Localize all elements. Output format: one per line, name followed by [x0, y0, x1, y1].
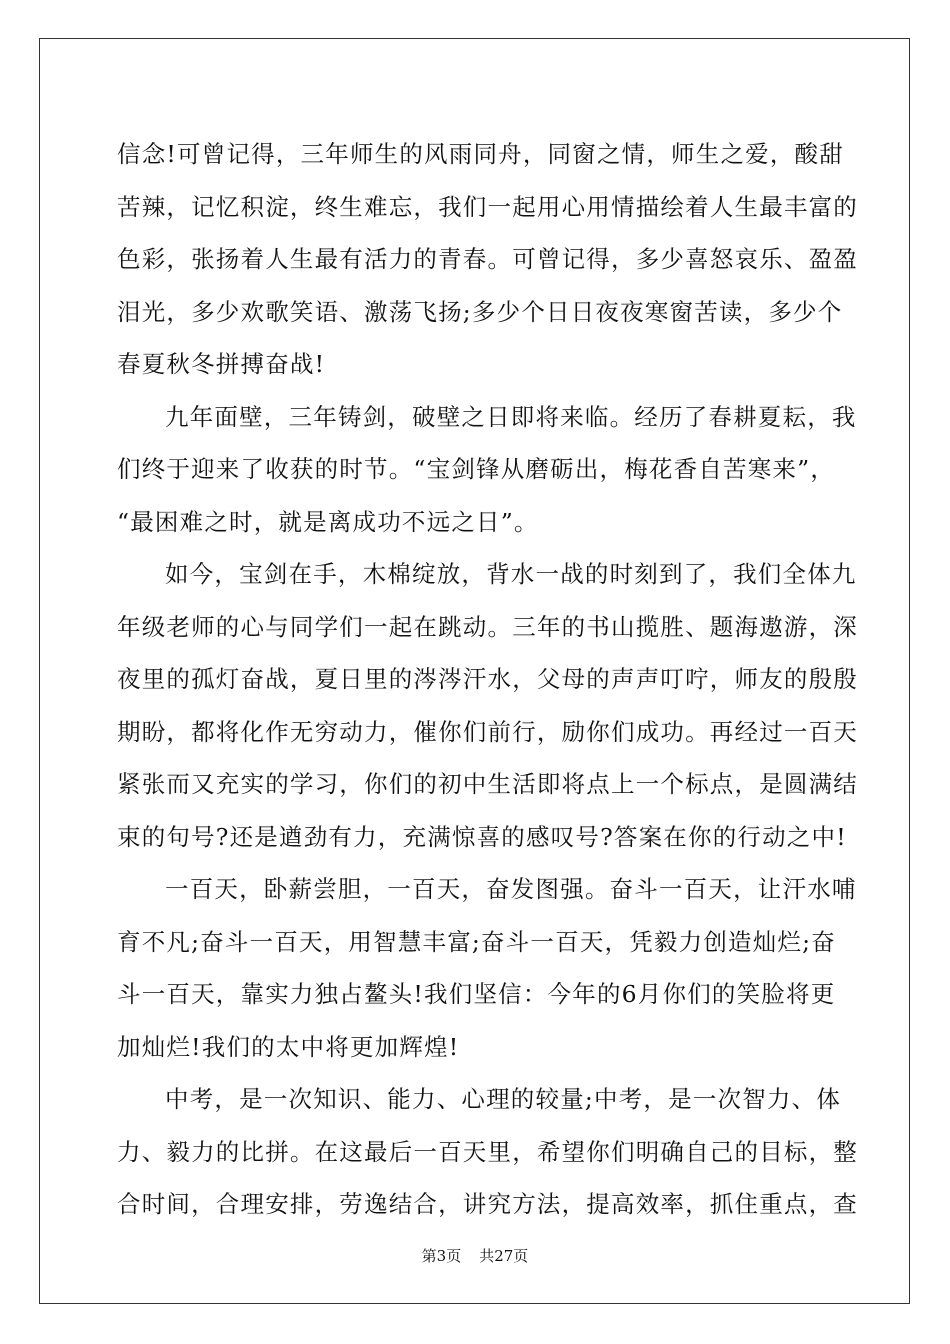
text-line: 春夏秋冬拼搏奋战! [117, 350, 326, 378]
text-line: 九年面壁，三年铸剑，破壁之日即将来临。经历了春耕夏耘，我 [165, 402, 857, 431]
text-line: 束的句号?还是遒劲有力，充满惊喜的感叹号?答案在你的行动之中! [117, 822, 847, 851]
text-line: 苦辣，记忆积淀，终生难忘，我们一起用心用情描绘着人生最丰富的 [117, 192, 858, 221]
text-line: 育不凡;奋斗一百天，用智慧丰富;奋斗一百天，凭毅力创造灿烂;奋 [117, 927, 836, 956]
page-number: 第3页 [421, 1247, 462, 1265]
page-footer [0, 1245, 950, 1266]
text-line: 斗一百天，靠实力独占鳌头!我们坚信：今年的6月你们的笑脸将更 [117, 980, 836, 1008]
text-line: 一百天，卧薪尝胆，一百天，奋发图强。奋斗一百天，让汗水哺 [165, 875, 857, 903]
text-line: 合时间，合理安排，劳逸结合，讲究方法，提高效率，抓住重点，查 [117, 1190, 858, 1218]
text-line: 加灿烂!我们的太中将更加辉煌! [117, 1032, 460, 1061]
text-line: 中考，是一次知识、能力、心理的较量;中考，是一次智力、体 [165, 1085, 842, 1113]
text-line: 期盼，都将化作无穷动力，催你们前行，励你们成功。再经过一百天 [117, 717, 858, 746]
text-line: 力、毅力的比拼。在这最后一百天里，希望你们明确自己的目标，整 [117, 1137, 858, 1166]
text-line: 紧张而又充实的学习，你们的初中生活即将点上一个标点，是圆满结 [117, 770, 858, 798]
text-line: 夜里的孤灯奋战，夏日里的涔涔汗水，父母的声声叮咛，师友的殷殷 [117, 665, 858, 693]
text-line: 如今，宝剑在手，木棉绽放，背水一战的时刻到了，我们全体九 [165, 560, 857, 588]
text-line: 年级老师的心与同学们一起在跳动。三年的书山揽胜、题海遨游，深 [117, 612, 858, 641]
text-line: 色彩，张扬着人生最有活力的青春。可曾记得，多少喜怒哀乐、盈盈 [117, 245, 858, 273]
document-body [117, 128, 858, 1231]
text-line: 泪光，多少欢歌笑语、激荡飞扬;多少个日日夜夜寒窗苦读，多少个 [117, 297, 843, 326]
text-line: “最困难之时，就是离成功不远之日”。 [117, 507, 539, 536]
text-line: 信念!可曾记得，三年师生的风雨同舟，同窗之情，师生之爱，酸甜 [117, 140, 844, 168]
text-line: 们终于迎来了收获的时节。“宝剑锋从磨砺出，梅花香自苦寒来”， [117, 455, 836, 483]
page-total: 共27页 [479, 1247, 529, 1265]
